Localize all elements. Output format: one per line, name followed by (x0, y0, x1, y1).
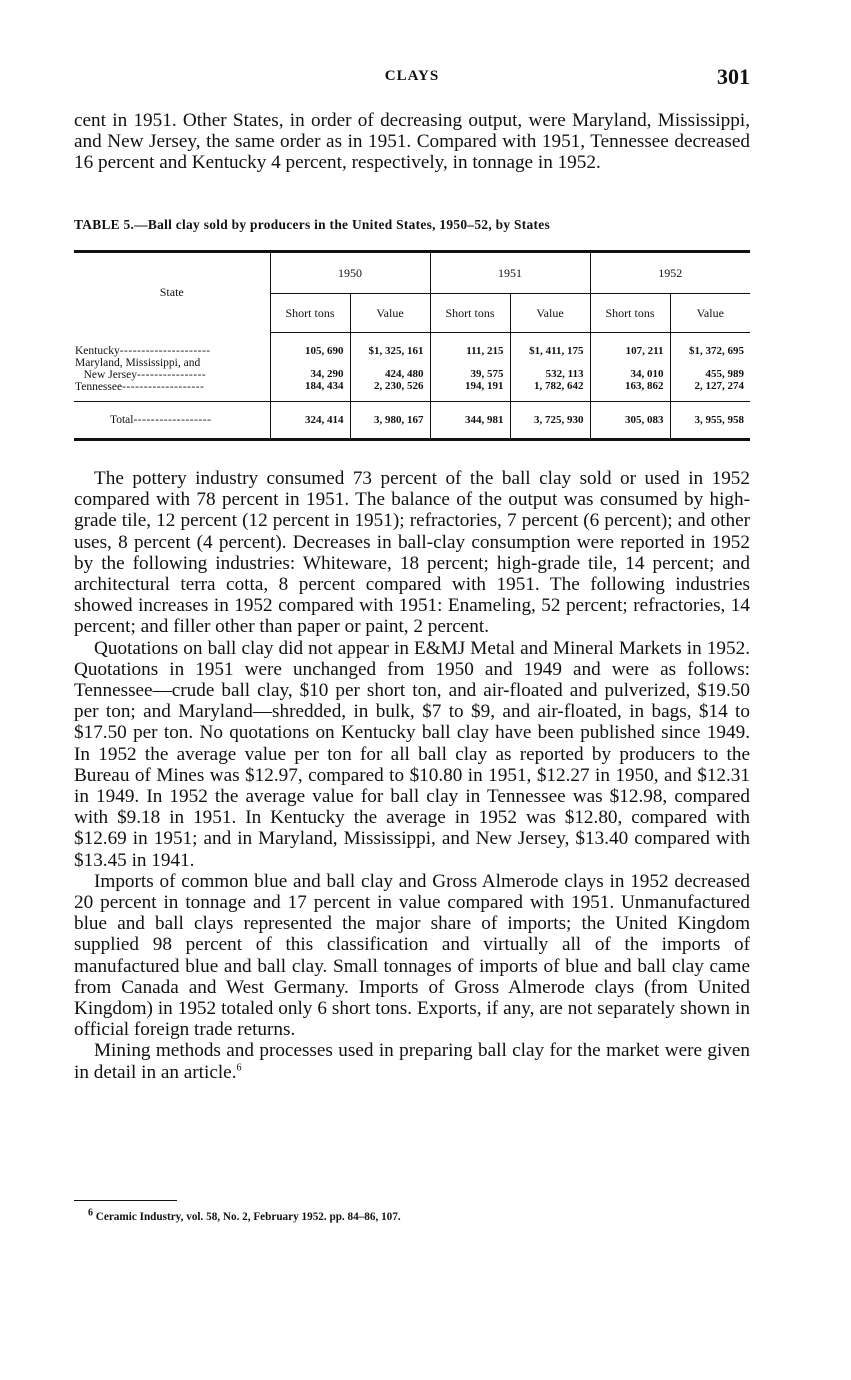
page-number: 301 (717, 64, 750, 89)
total-1950-value: 3, 980, 167 (350, 401, 430, 439)
short-tons-header: Short tons (270, 294, 350, 333)
state-md-ms-nj-line1: Maryland, Mississippi, and (75, 356, 201, 369)
year-header-1950: 1950 (270, 252, 430, 294)
paragraph-pottery-consumption: The pottery industry consumed 73 percent of the ball clay sold or used in 1952 compared with 78 percent in 1951. The balance of the output was consumed by high-grade tile, 12 percent (12 percent in 1951); refractories, 7 percent (6 percent); and other uses, 8 percent (4 percent). Decreases in ball-clay consumption were reported in 1952 by the following industries: Whiteware, 18 percent; high-grade tile, 14 percent; and architectural terra cotta, 8 percent compared with 1951. The following industries showed increases in 1952 compared with 1951: Enameling, 52 percent; refractories, 14 percent; and filler other than paper or paint, 2 percent. (74, 468, 750, 638)
cell-1950-value: $1, 325, 161 424, 480 2, 230, 526 (350, 333, 430, 402)
paragraph-quotations: Quotations on ball clay did not appear in E&MJ Metal and Mineral Markets in 1952. Quotations in 1951 were unchanged from 1950 and 1949 and were as follows: Tennessee—crude ball clay, $10 per short ton, and air-floated and pulverized, $19.50 per ton; and Maryland—shredded, in bulk, $7 to $9, and air-floated, in bags, $14 to $17.50 per ton. No quotations on Kentucky ball clay have been published since 1949. In 1952 the average value per ton for all ball clay as reported by producers to the Bureau of Mines was $12.97, compared to $10.80 in 1951, $12.27 in 1950, and $12.31 in 1949. In 1952 the average value for ball clay in Tennessee was $12.98, compared with $9.18 in 1951. In Kentucky the average in 1952 was $12.80, compared with $12.69 in 1951; and in Maryland, Mississippi, and New Jersey, $13.40 compared with $13.45 in 1941. (74, 637, 750, 871)
cell-1952-short-tons: 107, 211 34, 010 163, 862 (590, 333, 670, 402)
cell-1950-short-tons: 105, 690 34, 290 184, 434 (270, 333, 350, 402)
paragraph-mining-methods: Mining methods and processes used in preparing ball clay for the market were given in detail in an article.$^6$ (74, 1040, 750, 1083)
total-1952-value: 3, 955, 958 (670, 401, 750, 439)
state-md-ms-nj-line2: New Jersey (83, 368, 137, 381)
total-1952-short-tons: 305, 083 (590, 401, 670, 439)
short-tons-header: Short tons (430, 294, 510, 333)
total-1950-short-tons: 324, 414 (270, 401, 350, 439)
intro-paragraph: cent in 1951. Other States, in order of decreasing output, were Maryland, Mississippi, and New Jersey, the same order as in 1951. Compared with 1951, Tennessee decreased 16 percent and Kentucky 4 percent, respectively, in tonnage in 1952. (74, 110, 750, 174)
total-1951-value: 3, 725, 930 (510, 401, 590, 439)
cell-1951-value: $1, 411, 175 532, 113 1, 782, 642 (510, 333, 590, 402)
state-tennessee: Tennessee (75, 380, 123, 393)
cell-1952-value: $1, 372, 695 455, 989 2, 127, 274 (670, 333, 750, 402)
state-column-header: State (159, 285, 184, 300)
value-header: Value (350, 294, 430, 333)
cell-1951-short-tons: 111, 215 39, 575 194, 191 (430, 333, 510, 402)
total-row (74, 401, 750, 439)
total-1951-short-tons: 344, 981 (430, 401, 510, 439)
year-header-1951: 1951 (430, 252, 590, 294)
footnote-divider (74, 1200, 177, 1201)
value-header: Value (670, 294, 750, 333)
short-tons-header: Short tons (590, 294, 670, 333)
table-row (74, 333, 750, 402)
footnote-marker: 6 (88, 1207, 93, 1219)
total-label-cell: Total------------------ (74, 401, 270, 439)
page-header (74, 64, 750, 94)
state-cell: Kentucky--------------------- Maryland, Mississippi, and New Jersey---------------- Tennessee------------------- (74, 333, 270, 402)
footnote-text: Ceramic Industry, vol. 58, No. 2, February 1952. pp. 84–86, 107. (95, 1211, 401, 1223)
year-header-1952: 1952 (590, 252, 750, 294)
total-label: Total (110, 413, 134, 426)
ball-clay-table (74, 250, 750, 441)
table-container (74, 250, 750, 441)
running-title: CLAYS (384, 68, 440, 84)
paragraph-imports: Imports of common blue and ball clay and Gross Almerode clays in 1952 decreased 20 percent in tonnage and 17 percent in value compared with 1951. Unmanufactured blue and ball clays represented the major share of imports; the United Kingdom supplied 98 percent of this classification and virtually all of the imports of manufactured blue and ball clay. Small tonnages of imports of blue and ball clay came from Canada and West Germany. Imports of Gross Almerode clays (from United Kingdom) in 1952 totaled only 6 short tons. Exports, if any, are not separately shown in official foreign trade returns. (74, 870, 750, 1041)
footnote-reference: 6 (236, 1062, 242, 1074)
value-header: Value (510, 294, 590, 333)
footnote (88, 1207, 401, 1223)
body-text (74, 468, 750, 1083)
state-kentucky: Kentucky (75, 344, 120, 357)
table-caption: TABLE 5.—Ball clay sold by producers in the United States, 1950–52, by States (74, 217, 551, 232)
